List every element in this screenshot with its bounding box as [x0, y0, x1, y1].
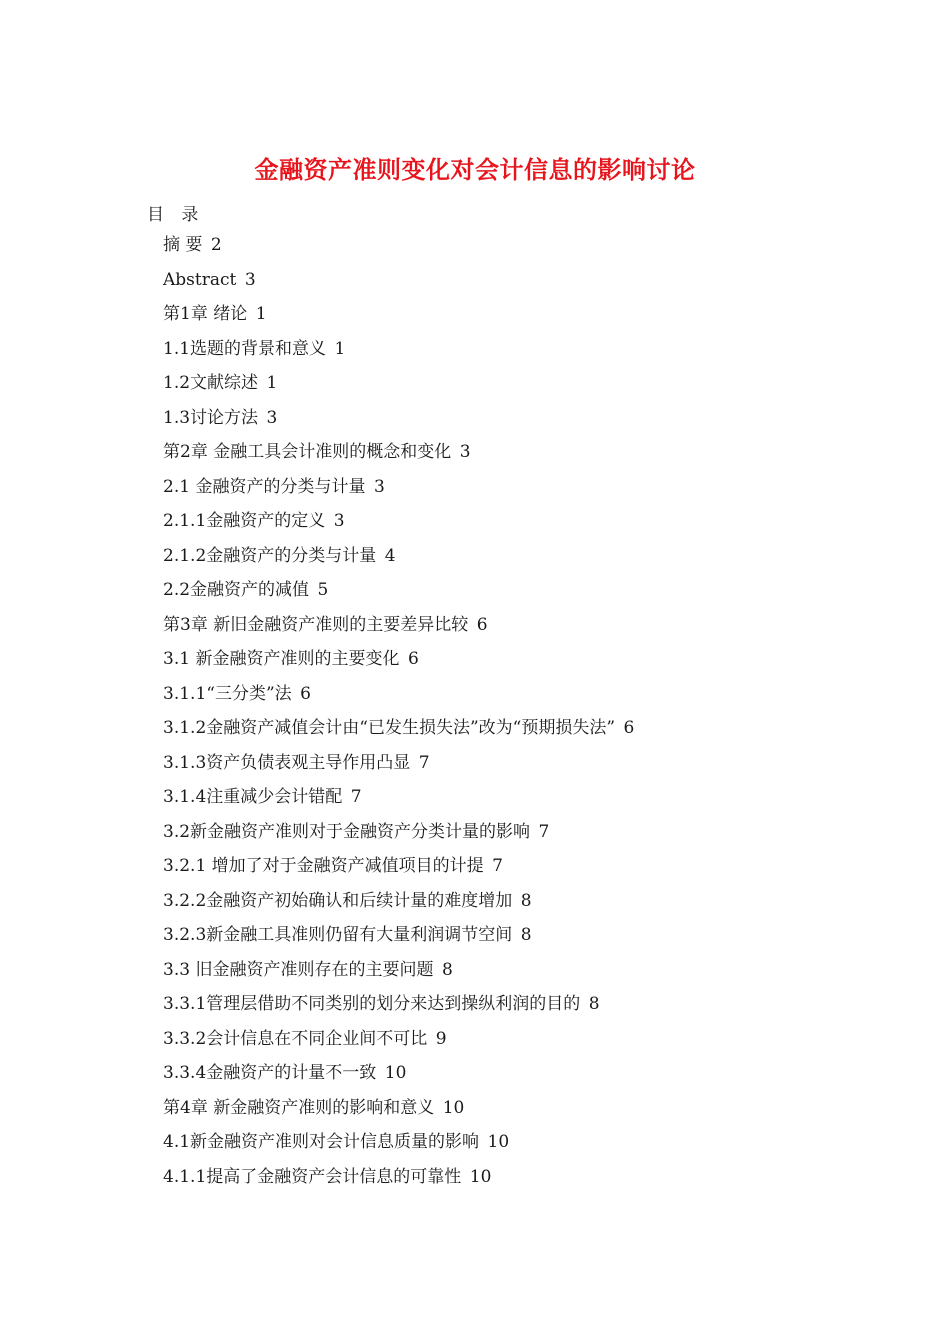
- document-title: 金融资产准则变化对会计信息的影响讨论: [254, 155, 696, 184]
- toc-entry-text: 4.1新金融资产准则对会计信息质量的影响: [163, 1132, 480, 1152]
- toc-entry-page: 1: [255, 304, 267, 324]
- toc-entry[interactable]: [163, 406, 634, 441]
- toc-entry-page: 10: [442, 1097, 465, 1118]
- toc-entry-text: 3.1.1“三分类”法: [163, 683, 292, 704]
- toc-entry[interactable]: [163, 475, 634, 510]
- toc-entry[interactable]: [163, 1027, 634, 1062]
- toc-entry-page: 6: [476, 614, 488, 635]
- toc-entry-text: 摘 要: [163, 235, 203, 255]
- toc-entry[interactable]: [163, 613, 634, 648]
- toc-entry-page: 8: [520, 925, 532, 945]
- toc-entry-page: 10: [469, 1166, 492, 1187]
- toc-entry[interactable]: [163, 751, 634, 786]
- toc-entry-text: 3.2新金融资产准则对于金融资产分类计量的影响: [163, 821, 531, 842]
- toc-entry-text: 2.1 金融资产的分类与计量: [163, 476, 366, 497]
- toc-entry-page: 7: [538, 821, 550, 842]
- toc-entry[interactable]: [163, 820, 634, 855]
- toc-entry-page: 3: [244, 269, 256, 290]
- toc-entry-page: 2: [210, 235, 222, 255]
- toc-entry-text: 3.1 新金融资产准则的主要变化: [163, 649, 400, 669]
- toc-entry-page: 3: [333, 511, 345, 531]
- toc-entry-text: 1.2文献综述: [163, 373, 259, 393]
- toc-entry[interactable]: [163, 1096, 634, 1131]
- toc-entry-text: 第2章 金融工具会计准则的概念和变化: [163, 442, 452, 462]
- toc-entry-page: 9: [435, 1028, 447, 1049]
- toc-entry-text: 3.2.2金融资产初始确认和后续计量的难度增加: [163, 890, 513, 911]
- toc-entry-text: 3.3.2会计信息在不同企业间不可比: [163, 1028, 428, 1049]
- toc-heading: 目 录: [147, 205, 205, 225]
- toc-entry[interactable]: [163, 440, 634, 475]
- toc-entry-text: 3.3 旧金融资产准则存在的主要问题: [163, 959, 434, 980]
- toc-entry-text: 2.1.2金融资产的分类与计量: [163, 545, 377, 566]
- toc-entry-text: 第1章 绪论: [163, 304, 248, 324]
- toc-entry-text: Abstract: [163, 269, 237, 290]
- toc-entry-page: 6: [300, 683, 311, 704]
- toc-entry-page: 4: [384, 545, 396, 566]
- toc-entry[interactable]: [163, 992, 634, 1027]
- toc-entry[interactable]: [163, 923, 634, 958]
- toc-entry-text: 第4章 新金融资产准则的影响和意义: [163, 1097, 435, 1118]
- toc-entry-page: 8: [588, 994, 600, 1014]
- toc-entry[interactable]: [163, 371, 634, 406]
- toc-entry-text: 3.1.2金融资产减值会计由“已发生损失法”改为“预期损失法”: [163, 718, 616, 738]
- toc-entry-page: 3: [459, 442, 471, 462]
- toc-entry-page: 8: [520, 890, 532, 911]
- toc-entry-text: 3.1.3资产负债表观主导作用凸显: [163, 752, 411, 773]
- toc-entry[interactable]: [163, 716, 634, 751]
- toc-entry-text: 3.2.1 增加了对于金融资产减值项目的计提: [163, 856, 484, 876]
- toc-entry-page: 8: [441, 959, 453, 980]
- toc-entry-text: 3.1.4注重减少会计错配: [163, 787, 343, 807]
- toc-entry-text: 3.3.4金融资产的计量不一致: [163, 1063, 377, 1083]
- toc-entry-text: 2.2金融资产的减值: [163, 580, 310, 600]
- toc-entry[interactable]: [163, 1061, 634, 1096]
- toc-entry-page: 7: [418, 752, 430, 773]
- toc-entry-page: 6: [623, 718, 635, 738]
- table-of-contents: [163, 233, 634, 1199]
- toc-entry-text: 4.1.1提高了金融资产会计信息的可靠性: [163, 1166, 462, 1187]
- toc-entry[interactable]: [163, 337, 634, 372]
- toc-entry-page: 1: [266, 373, 278, 393]
- toc-entry[interactable]: [163, 1165, 634, 1200]
- toc-entry[interactable]: [163, 1130, 634, 1165]
- toc-entry-page: 3: [266, 407, 278, 428]
- toc-entry-text: 1.3讨论方法: [163, 407, 259, 428]
- toc-entry-page: 6: [407, 649, 419, 669]
- toc-entry[interactable]: [163, 268, 634, 303]
- toc-entry[interactable]: [163, 509, 634, 544]
- toc-entry-page: 5: [317, 580, 329, 600]
- toc-entry-text: 2.1.1金融资产的定义: [163, 511, 326, 531]
- toc-entry-page: 7: [350, 787, 362, 807]
- toc-entry-text: 第3章 新旧金融资产准则的主要差异比较: [163, 614, 469, 635]
- toc-entry-page: 10: [384, 1063, 407, 1083]
- toc-entry[interactable]: [163, 302, 634, 337]
- toc-entry[interactable]: [163, 578, 634, 613]
- toc-entry[interactable]: [163, 647, 634, 682]
- toc-entry-text: 3.3.1管理层借助不同类别的划分来达到操纵利润的目的: [163, 994, 581, 1014]
- toc-entry[interactable]: [163, 682, 634, 717]
- toc-entry-page: 3: [373, 476, 385, 497]
- toc-entry-page: 7: [492, 856, 503, 876]
- toc-entry-text: 1.1选题的背景和意义: [163, 338, 327, 359]
- toc-entry-page: 10: [487, 1132, 510, 1152]
- toc-entry[interactable]: [163, 958, 634, 993]
- toc-entry[interactable]: [163, 544, 634, 579]
- toc-entry[interactable]: [163, 233, 634, 268]
- toc-entry-page: 1: [334, 338, 346, 359]
- toc-entry[interactable]: [163, 889, 634, 924]
- toc-entry[interactable]: [163, 854, 634, 889]
- toc-entry-text: 3.2.3新金融工具准则仍留有大量利润调节空间: [163, 925, 513, 945]
- toc-entry[interactable]: [163, 785, 634, 820]
